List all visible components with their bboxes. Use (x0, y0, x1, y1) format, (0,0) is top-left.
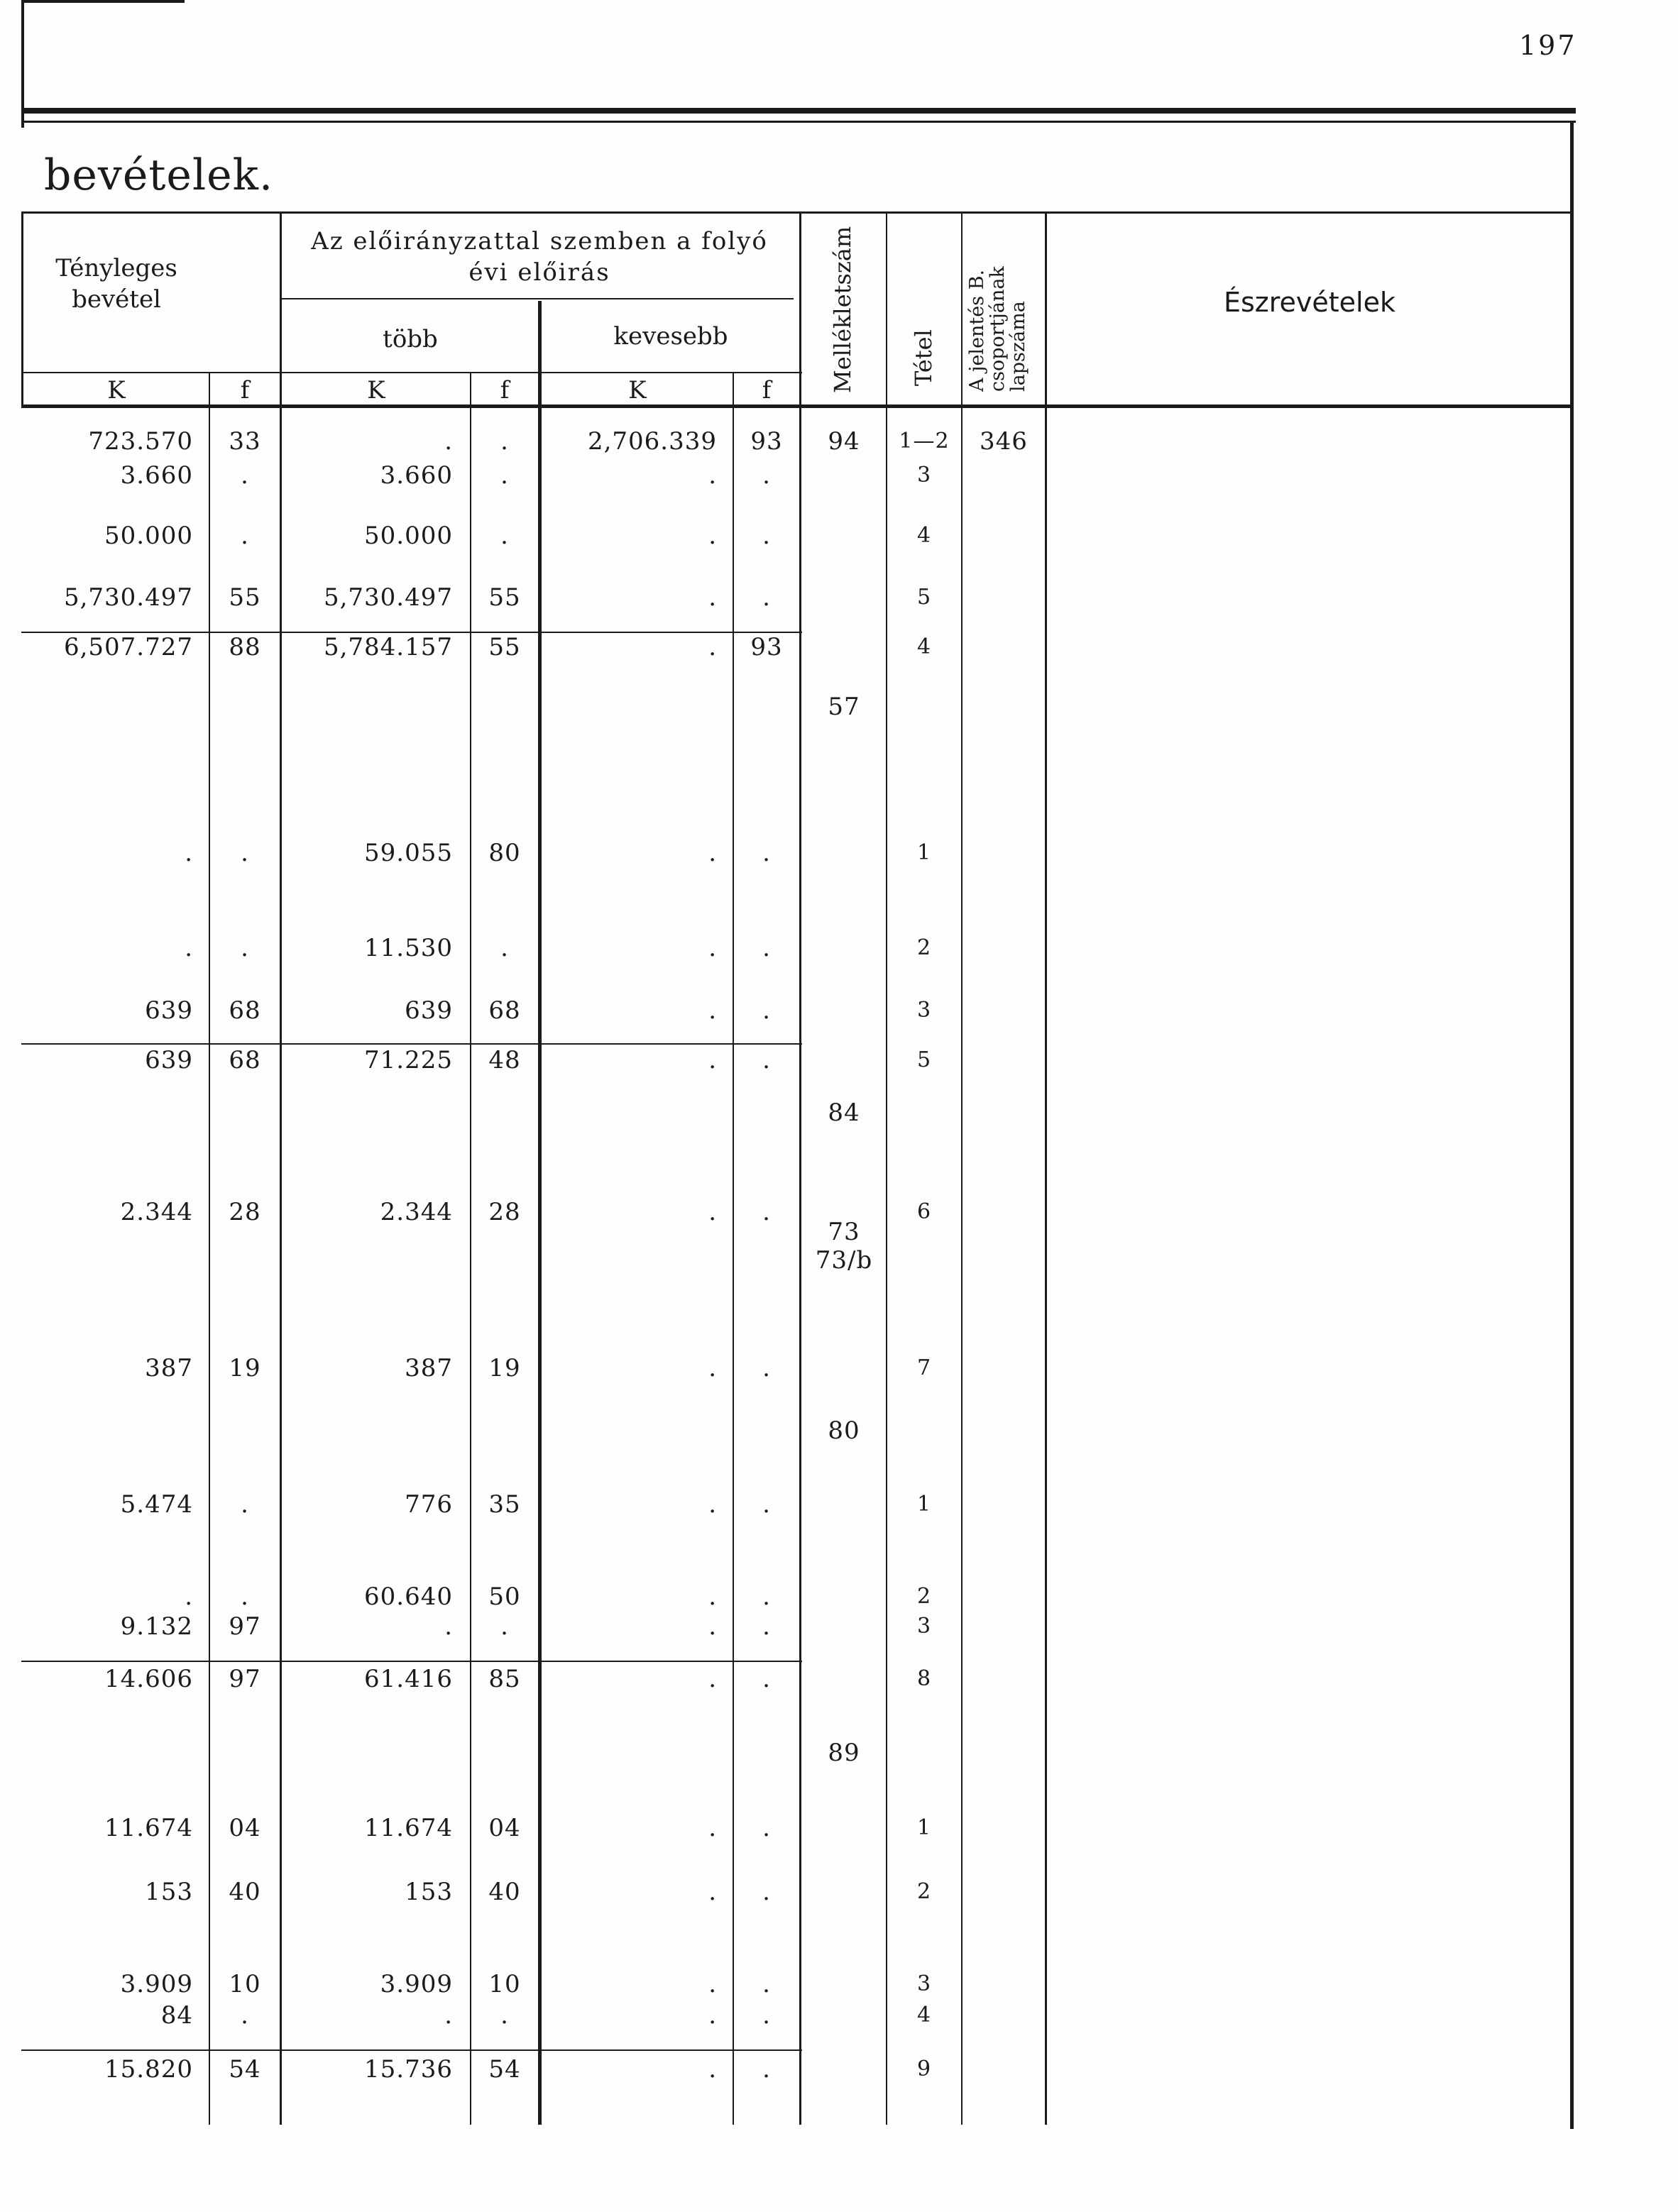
cell-tK: 15.820 (104, 2055, 193, 2084)
cell-kf: . (762, 2001, 771, 2030)
header-tobb: több (383, 325, 438, 353)
cell-tetel: 2 (916, 1879, 932, 1904)
cell-tetel: 3 (916, 1971, 932, 1996)
cell-kf: . (762, 2055, 771, 2084)
cell-mK: 639 (405, 996, 453, 1025)
cell-tetel: 4 (916, 523, 932, 548)
cell-tf: 55 (229, 583, 261, 612)
cell-tf: . (241, 461, 249, 490)
cell-mf: 55 (488, 583, 521, 612)
cell-tetel: 2 (916, 1584, 932, 1609)
cell-mK: 3.660 (380, 461, 453, 490)
cell-kf: . (762, 934, 771, 962)
header-col-K-3: K (628, 376, 647, 405)
cell-tK: 6,507.727 (63, 633, 193, 661)
cell-mK: 11.674 (364, 1814, 453, 1842)
cell-mf: 10 (488, 1970, 521, 1998)
cell-tK: 723.570 (88, 427, 193, 456)
cell-kf: . (762, 839, 771, 867)
cell-kK: . (708, 1970, 717, 1998)
cell-mK: 15.736 (364, 2055, 453, 2084)
cell-kf: . (762, 1490, 771, 1519)
cell-kK: . (708, 1583, 717, 1611)
cell-tf: 33 (229, 427, 261, 456)
cell-mell: 84 (828, 1099, 860, 1127)
cell-kf: 93 (750, 427, 783, 456)
cell-tK: 50.000 (104, 522, 193, 550)
cell-tK: 2.344 (120, 1198, 193, 1226)
cell-mell: 94 (828, 427, 860, 456)
cell-kK: . (708, 1490, 717, 1519)
cell-mell: 80 (828, 1416, 860, 1445)
cell-mf: 28 (488, 1198, 521, 1226)
cell-tf: 97 (229, 1612, 261, 1641)
cell-tetel: 3 (916, 1614, 932, 1639)
cell-tK: 14.606 (104, 1665, 193, 1693)
header-kevesebb: kevesebb (613, 322, 728, 351)
header-tetel: Tétel (910, 329, 937, 386)
cell-mK: 153 (405, 1878, 453, 1906)
cell-tetel: 5 (916, 1047, 932, 1072)
cell-mf: . (500, 461, 509, 490)
cell-tK: . (185, 934, 193, 962)
cell-tK: 387 (145, 1354, 193, 1382)
cell-tf: 10 (229, 1970, 261, 1998)
cell-kf: . (762, 1354, 771, 1382)
cell-tf: . (241, 1490, 249, 1519)
cell-kK: . (708, 1814, 717, 1842)
header-eszrevetelek: Észrevételek (1223, 287, 1395, 318)
cell-kK: . (708, 1046, 717, 1074)
cell-tK: 639 (145, 1046, 193, 1074)
cell-kK: . (708, 2055, 717, 2084)
cell-mf: 54 (488, 2055, 521, 2084)
cell-mK: 11.530 (364, 934, 453, 962)
cell-kK: . (708, 934, 717, 962)
cell-lap: 346 (980, 427, 1028, 456)
cell-mK: 59.055 (364, 839, 453, 867)
header-tenyleges-bevetel: Tényleges bevétel (55, 254, 177, 314)
cell-mf: . (500, 2001, 509, 2030)
cell-mK: 776 (405, 1490, 453, 1519)
cell-mK: . (444, 1612, 453, 1641)
cell-mf: 48 (488, 1046, 521, 1074)
cell-mf: . (500, 427, 509, 456)
cell-mell: 73/b (815, 1246, 873, 1275)
cell-kf: . (762, 1198, 771, 1226)
cell-kK: . (708, 2001, 717, 2030)
cell-kK: . (708, 1198, 717, 1226)
header-rule-thin (21, 121, 1576, 123)
cell-mf: . (500, 522, 509, 550)
cell-tetel: 1—2 (899, 429, 950, 453)
cell-tf: . (241, 839, 249, 867)
cell-mK: 5,784.157 (323, 633, 453, 661)
header-eloiranyzat: Az előirányzattal szemben a folyó évi előirás (311, 227, 768, 287)
cell-mf: 19 (488, 1354, 521, 1382)
cell-kf: . (762, 1970, 771, 1998)
cell-kf: . (762, 1612, 771, 1641)
cell-kf: . (762, 1046, 771, 1074)
cell-tetel: 3 (916, 463, 932, 488)
cell-mf: 85 (488, 1665, 521, 1693)
cell-tK: 9.132 (120, 1612, 193, 1641)
cell-mf: 68 (488, 996, 521, 1025)
header-col-f-2: f (500, 376, 510, 405)
cell-tf: . (241, 934, 249, 962)
cell-tetel: 4 (916, 634, 932, 659)
cell-mf: . (500, 934, 509, 962)
cell-kf: . (762, 1814, 771, 1842)
cell-kK: . (708, 633, 717, 661)
cell-kK: . (708, 1665, 717, 1693)
cell-kf: . (762, 461, 771, 490)
cell-tf: 04 (229, 1814, 261, 1842)
cell-tK: . (185, 1583, 193, 1611)
cell-tetel: 3 (916, 998, 932, 1023)
cell-tK: 3.909 (120, 1970, 193, 1998)
cell-mf: 04 (488, 1814, 521, 1842)
cell-kK: . (708, 1878, 717, 1906)
cell-mf: 50 (488, 1583, 521, 1611)
cell-kK: . (708, 522, 717, 550)
header-jelentes-lapszama: A jelentés B. csoportjának lapszáma (966, 266, 1029, 392)
cell-tK: 5,730.497 (63, 583, 193, 612)
header-col-f-3: f (762, 376, 772, 405)
cell-kK: . (708, 461, 717, 490)
cell-mK: 61.416 (364, 1665, 453, 1693)
page-number: 197 (1519, 30, 1577, 61)
cell-tf: 54 (229, 2055, 261, 2084)
cell-kf: . (762, 996, 771, 1025)
cell-tetel: 4 (916, 2003, 932, 2027)
cell-mell: 73 (828, 1218, 860, 1246)
cell-tK: 639 (145, 996, 193, 1025)
cell-tf: 68 (229, 1046, 261, 1074)
cell-mK: . (444, 427, 453, 456)
cell-kf: . (762, 1878, 771, 1906)
cell-mf: . (500, 1612, 509, 1641)
cell-tK: 153 (145, 1878, 193, 1906)
cell-kf: . (762, 1583, 771, 1611)
cell-tetel: 7 (916, 1355, 932, 1380)
cell-tK: 3.660 (120, 461, 193, 490)
cell-mell: 57 (828, 693, 860, 721)
cell-kf: . (762, 583, 771, 612)
header-col-f-1: f (240, 376, 250, 405)
header-mellekletszam: Mellékletszám (829, 226, 856, 393)
cell-kf: . (762, 522, 771, 550)
cell-tetel: 2 (916, 935, 932, 960)
cell-kK: . (708, 839, 717, 867)
cell-kK: . (708, 996, 717, 1025)
header-col-K-2: K (367, 376, 385, 405)
cell-mK: . (444, 2001, 453, 2030)
cell-mf: 35 (488, 1490, 521, 1519)
cell-mell: 89 (828, 1739, 860, 1767)
cell-kf: 93 (750, 633, 783, 661)
cell-mK: 3.909 (380, 1970, 453, 1998)
cell-tf: . (241, 2001, 249, 2030)
cell-tK: 84 (160, 2001, 193, 2030)
cell-tK: . (185, 839, 193, 867)
cell-kK: . (708, 1612, 717, 1641)
cell-tetel: 6 (916, 1199, 932, 1224)
cell-kK: 2,706.339 (587, 427, 717, 456)
cell-mf: 40 (488, 1878, 521, 1906)
header-rule-thick (21, 108, 1576, 114)
cell-tetel: 1 (916, 840, 932, 865)
cell-mK: 387 (405, 1354, 453, 1382)
cell-mK: 60.640 (364, 1583, 453, 1611)
cell-tetel: 5 (916, 585, 932, 610)
cell-kf: . (762, 1665, 771, 1693)
cell-tetel: 9 (916, 2057, 932, 2081)
cell-mf: 80 (488, 839, 521, 867)
cell-tetel: 1 (916, 1492, 932, 1517)
cell-mf: 55 (488, 633, 521, 661)
cell-tetel: 8 (916, 1666, 932, 1691)
cell-tf: 97 (229, 1665, 261, 1693)
cell-mK: 71.225 (364, 1046, 453, 1074)
cell-tf: . (241, 1583, 249, 1611)
cell-tf: 19 (229, 1354, 261, 1382)
cell-tf: . (241, 522, 249, 550)
cell-tf: 88 (229, 633, 261, 661)
cell-mK: 2.344 (380, 1198, 453, 1226)
cell-tK: 5.474 (120, 1490, 193, 1519)
top-left-frame (21, 0, 185, 3)
cell-tK: 11.674 (104, 1814, 193, 1842)
cell-mK: 50.000 (364, 522, 453, 550)
header-col-K-1: K (107, 376, 126, 405)
cell-tf: 40 (229, 1878, 261, 1906)
page-title: bevételek. (44, 150, 274, 200)
cell-mK: 5,730.497 (323, 583, 453, 612)
cell-kK: . (708, 1354, 717, 1382)
cell-kK: . (708, 583, 717, 612)
cell-tetel: 1 (916, 1815, 932, 1840)
cell-tf: 68 (229, 996, 261, 1025)
cell-tf: 28 (229, 1198, 261, 1226)
